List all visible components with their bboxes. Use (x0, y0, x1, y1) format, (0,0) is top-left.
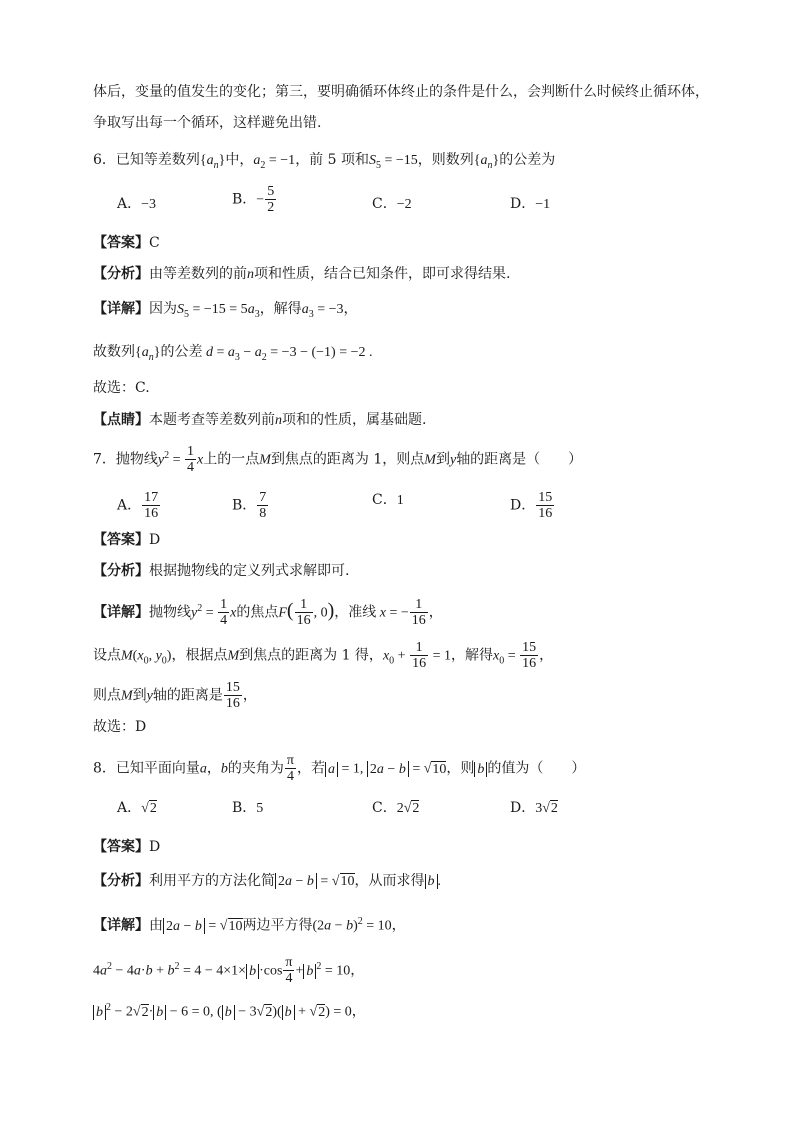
q6-stem: 6．已知等差数列$\{a_n\}$中，$a_2 = -1$，前 5 项和$S_5 = -15$，则数列$\{a_n\}$的公差为 (93, 152, 556, 171)
q8-detail-2: $4a^2 - 4a\cdot b + b^2 = 4 - 4\times 1\times b \cdot\cos$ $\frac{\pi}{4}$ + b $^2$ = 10， (93, 955, 365, 986)
q8-option-d[interactable]: D．3√2 (510, 800, 558, 816)
q6-option-c[interactable]: C．−2 (372, 196, 412, 212)
intro-line-1: 体后，变量的值发生的变化；第三，要明确循环体终止的条件是什么，会判断什么时候终止循环体， (93, 84, 709, 100)
q8-option-b[interactable]: B．5 (232, 800, 264, 816)
q7-option-c[interactable]: C．1 (372, 492, 404, 508)
q8-option-a[interactable]: A．√2 (117, 800, 157, 816)
q6-answer: 【答案】C (93, 235, 160, 251)
q6-option-d[interactable]: D．−1 (510, 196, 551, 212)
q8-detail-1: 【详解】由 2a − b = √10两边平方得$(2a - b)^2 = 10$， (93, 916, 406, 934)
q6-comment: 【点睛】本题考查等差数列前n项和的性质，属基础题. (93, 412, 427, 428)
q7-stem: 7．抛物线$y^2$ = $\frac{1}{4}$ x上的一点M到焦点的距离为 1，则点M到y轴的距离是（ ） (93, 444, 583, 475)
q6-select: 故选：C. (93, 380, 150, 396)
q8-answer: 【答案】D (93, 839, 161, 855)
q7-select: 故选：D (93, 719, 147, 735)
q6-detail-2: 故数列$\{a_n\}$的公差 $d = a_3 - a_2 = -3 - (-1) = -2$ . (93, 344, 373, 363)
q7-detail-3: 则点M到y轴的距离是 $\frac{15}{16}$ ， (93, 680, 257, 711)
q8-detail-3: b $^2$ − 2√2· b − 6 = 0, ( b − 3√2)( b + √2) = 0， (93, 998, 366, 1023)
q8-analysis: 【分析】利用平方的方法化简 2a − b = √10，从而求得 b . (93, 873, 441, 889)
q6-option-b[interactable]: B．− $\frac{5}{2}$ (232, 184, 275, 215)
q6-detail-1: 【详解】因为$S_5 = -15 = 5a_3$，解得$a_3 = -3$， (93, 301, 358, 320)
q7-option-b[interactable]: B． $\frac{7}{8}$ (232, 490, 267, 521)
q7-option-d[interactable]: D． $\frac{15}{16}$ (510, 490, 553, 521)
q7-answer: 【答案】D (93, 532, 161, 548)
q7-detail-2: 设点$M(x_0$, $y_0$)，根据点M到焦点的距离为 1 得，$x_0$ + $\frac{1}{16}$ = 1，解得$x_0$ = $\frac{15}{16}$ ， (93, 640, 554, 671)
q6-analysis: 【分析】由等差数列的前n项和性质，结合已知条件，即可求得结果. (93, 266, 511, 282)
q6-option-a[interactable]: A．−3 (117, 196, 157, 212)
q8-option-c[interactable]: C．2√2 (372, 800, 420, 816)
intro-line-2: 争取写出每一个循环，这样避免出错. (93, 115, 322, 131)
q7-detail-1: 【详解】抛物线$y^2$ = $\frac{1}{4}$ x的焦点F( $\frac{1}{16}$ , 0)，准线 x = − $\frac{1}{16}$ ， (93, 597, 443, 628)
q7-option-a[interactable]: A． $\frac{17}{16}$ (117, 490, 159, 521)
q8-stem: 8．已知平面向量a，b的夹角为 $\frac{\pi}{4}$ ，若 a = 1, 2a − b = √10，则 b 的值为（ ） (93, 753, 586, 784)
q7-analysis: 【分析】根据抛物线的定义列式求解即可. (93, 563, 350, 579)
